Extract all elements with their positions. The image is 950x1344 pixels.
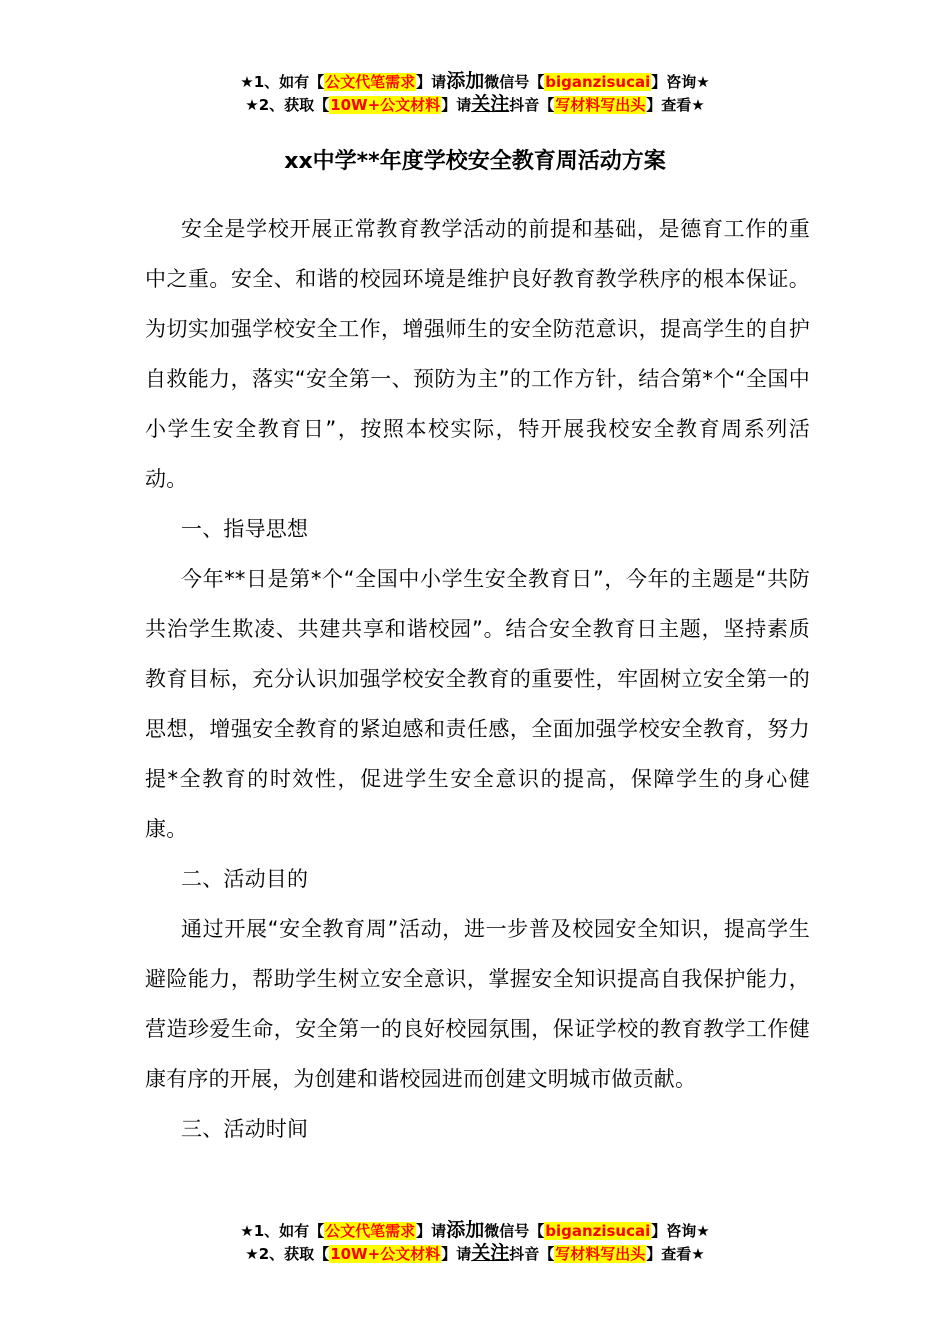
promo-text: ★2、获取【 <box>245 1245 330 1263</box>
footer-promo <box>0 1219 950 1265</box>
promo-text: 】请 <box>441 1245 472 1263</box>
promo-line-2 <box>0 93 950 116</box>
promo-text: 微信号【 <box>484 1222 545 1240</box>
promo-highlight: biganzisucai <box>545 1222 651 1240</box>
promo-emphasis: 关注 <box>471 93 510 115</box>
promo-highlight: 公文代笔需求 <box>325 73 416 91</box>
header-promo <box>0 70 950 116</box>
promo-line-1 <box>0 1219 950 1242</box>
promo-highlight: 10W+公文材料 <box>330 1245 441 1263</box>
promo-highlight: 写材料写出头 <box>555 1245 646 1263</box>
promo-text: 】请 <box>416 1222 447 1240</box>
promo-text: ★1、如有【 <box>240 73 325 91</box>
section-heading-2: 二、活动目的 <box>181 867 309 891</box>
promo-text: 】查看★ <box>646 1245 705 1263</box>
promo-text: 】咨询★ <box>651 1222 710 1240</box>
promo-text: 】请 <box>441 96 472 114</box>
promo-text: 】请 <box>416 73 447 91</box>
section-heading-3: 三、活动时间 <box>181 1117 309 1141</box>
paragraph-guiding-ideology: 今年**日是第*个“全国中小学生安全教育日”，今年的主题是“共防共治学生欺凌、共建共享和谐校园”。结合安全教育日主题，坚持素质教育目标，充分认识加强学校安全教育的重要性，牢固树立安全第一的思想，增强安全教育的紧迫感和责任感，全面加强学校安全教育，努力提*全教育的时效性，促进学生安全意识的提高，保障学生的身心健康。 <box>145 567 810 841</box>
paragraph-intro: 安全是学校开展正常教育教学活动的前提和基础，是德育工作的重中之重。安全、和谐的校园环境是维护良好教育教学秩序的根本保证。为切实加强学校安全工作，增强师生的安全防范意识，提高学生的自护自救能力，落实“安全第一、预防为主”的工作方针，结合第*个“全国中小学生安全教育日”，按照本校实际，特开展我校安全教育周系列活动。 <box>145 217 810 491</box>
document-body <box>145 204 810 1154</box>
promo-line-1 <box>0 70 950 93</box>
promo-text: 微信号【 <box>484 73 545 91</box>
document-title: xx中学**年度学校安全教育周活动方案 <box>284 149 666 174</box>
promo-emphasis: 关注 <box>471 1242 510 1264</box>
promo-highlight: 写材料写出头 <box>555 96 646 114</box>
promo-line-2 <box>0 1242 950 1265</box>
section-heading-1: 一、指导思想 <box>181 517 309 541</box>
paragraph-activity-purpose: 通过开展“安全教育周”活动，进一步普及校园安全知识，提高学生避险能力，帮助学生树立安全意识，掌握安全知识提高自我保护能力，营造珍爱生命，安全第一的良好校园氛围，保证学校的教育教学工作健康有序的开展，为创建和谐校园进而创建文明城市做贡献。 <box>145 917 810 1091</box>
promo-highlight: 公文代笔需求 <box>325 1222 416 1240</box>
promo-text: 】咨询★ <box>651 73 710 91</box>
promo-text: 抖音【 <box>509 1245 555 1263</box>
promo-emphasis: 添加 <box>446 1219 485 1241</box>
promo-emphasis: 添加 <box>446 70 485 92</box>
promo-highlight: 10W+公文材料 <box>330 96 441 114</box>
promo-highlight: biganzisucai <box>545 73 651 91</box>
promo-text: ★1、如有【 <box>240 1222 325 1240</box>
promo-text: ★2、获取【 <box>245 96 330 114</box>
promo-text: 抖音【 <box>509 96 555 114</box>
promo-text: 】查看★ <box>646 96 705 114</box>
